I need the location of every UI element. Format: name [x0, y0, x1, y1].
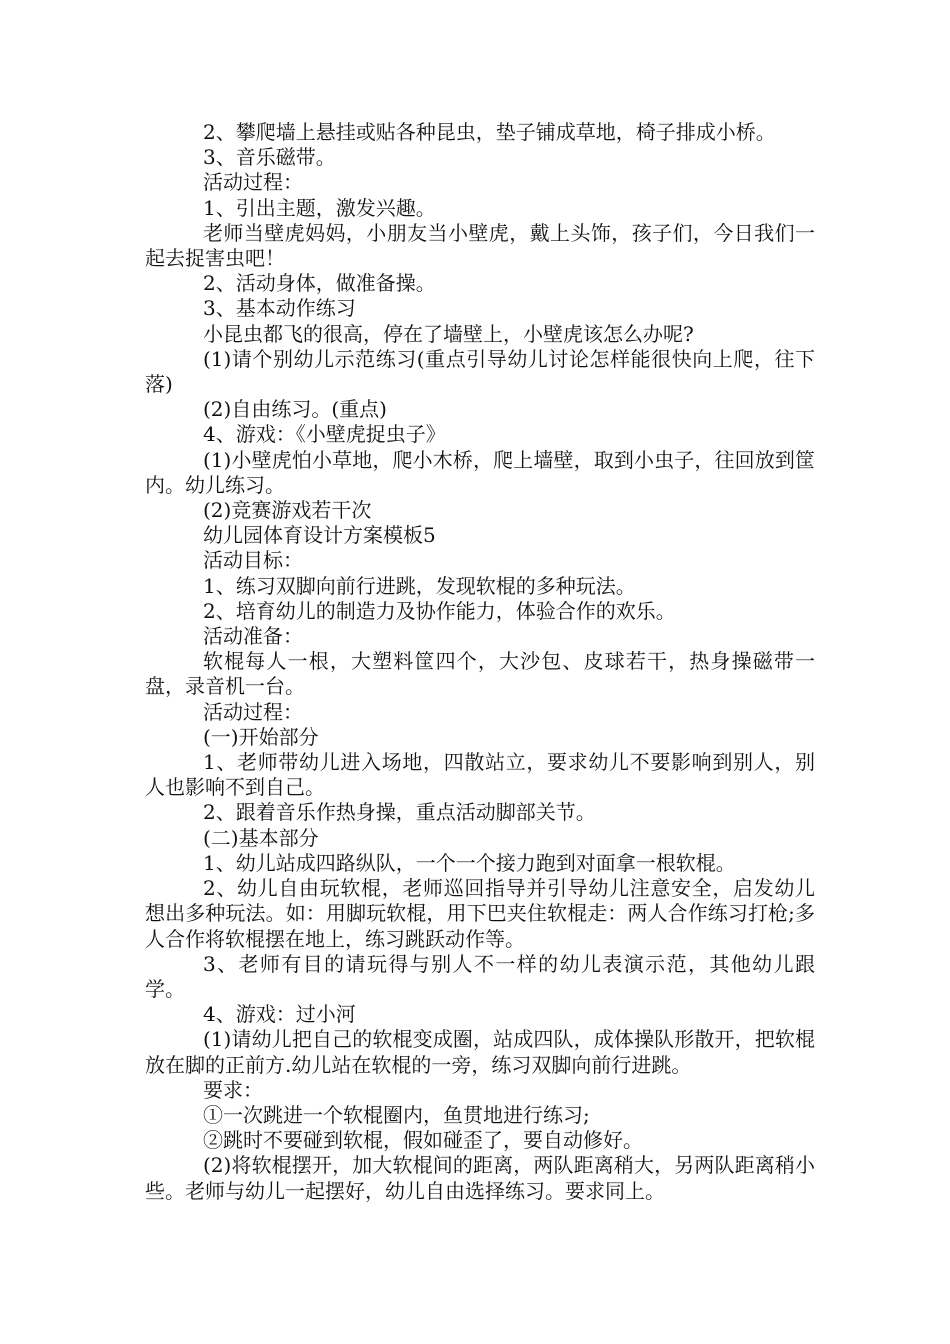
document-body [145, 120, 815, 1204]
paragraph: ①一次跳进一个软棍圈内，鱼贯地进行练习; [203, 1102, 590, 1127]
paragraph: 3、基本动作练习 [203, 296, 356, 321]
paragraph: 2、活动身体，做准备操。 [203, 271, 436, 296]
paragraph: (2)将软棍摆开，加大软棍间的距离，两队距离稍大，另两队距离稍小些。老师与幼儿一起摆好，幼儿自由选择练习。要求同上。 [145, 1153, 815, 1203]
section-label: 活动准备： [203, 624, 303, 649]
paragraph: 2、培育幼儿的制造力及协作能力，体验合作的欢乐。 [203, 598, 676, 623]
section-label: 活动过程： [203, 170, 303, 195]
paragraph: 1、老师带幼儿进入场地，四散站立，要求幼儿不要影响到别人，别人也影响不到自己。 [145, 750, 815, 800]
paragraph: (2)自由练习。(重点) [203, 397, 387, 422]
section-label: 活动目标： [203, 548, 303, 573]
paragraph: 4、游戏：《小壁虎捉虫子》 [203, 422, 446, 447]
paragraph: (二)基本部分 [203, 825, 319, 850]
paragraph: 小昆虫都飞的很高，停在了墙壁上，小壁虎该怎么办呢? [203, 321, 694, 346]
paragraph: 3、音乐磁带。 [203, 145, 336, 170]
paragraph: 软棍每人一根，大塑料筐四个，大沙包、皮球若干，热身操磁带一盘，录音机一台。 [145, 649, 815, 699]
paragraph: (2)竞赛游戏若干次 [203, 498, 372, 523]
section-label: 活动过程： [203, 699, 303, 724]
section-title: 幼儿园体育设计方案模板5 [203, 523, 436, 548]
paragraph: ②跳时不要碰到软棍，假如碰歪了，要自动修好。 [203, 1128, 643, 1153]
paragraph: 2、攀爬墙上悬挂或贴各种昆虫，垫子铺成草地，椅子排成小桥。 [203, 120, 776, 144]
paragraph: 4、游戏：过小河 [203, 1002, 356, 1027]
paragraph: 3、老师有目的请玩得与别人不一样的幼儿表演示范，其他幼儿跟学。 [145, 951, 815, 1001]
paragraph: 1、引出主题，激发兴趣。 [203, 195, 436, 220]
paragraph: 要求： [203, 1077, 263, 1102]
paragraph: (1)请幼儿把自己的软棍变成圈，站成四队，成体操队形散开，把软棍放在脚的正前方.幼儿站在软棍的一旁，练习双脚向前行进跳。 [145, 1027, 815, 1077]
paragraph: (1)请个别幼儿示范练习(重点引导幼儿讨论怎样能很快向上爬，往下落) [145, 346, 815, 397]
paragraph: (1)小壁虎怕小草地，爬小木桥，爬上墙壁，取到小虫子，往回放到筐内。幼儿练习。 [145, 447, 815, 497]
paragraph: 老师当壁虎妈妈，小朋友当小壁虎，戴上头饰，孩子们，今日我们一起去捉害虫吧！ [145, 220, 815, 271]
paragraph: 2、跟着音乐作热身操，重点活动脚部关节。 [203, 800, 596, 825]
paragraph: (一)开始部分 [203, 724, 319, 749]
paragraph: 2、幼儿自由玩软棍，老师巡回指导并引导幼儿注意安全，启发幼儿想出多种玩法。如：用脚玩软棍，用下巴夹住软棍走：两人合作练习打枪;多人合作将软棍摆在地上，练习跳跃动作等。 [145, 876, 815, 951]
paragraph: 1、练习双脚向前行进跳，发现软棍的多种玩法。 [203, 573, 636, 598]
paragraph: 1、幼儿站成四路纵队，一个一个接力跑到对面拿一根软棍。 [203, 850, 736, 875]
